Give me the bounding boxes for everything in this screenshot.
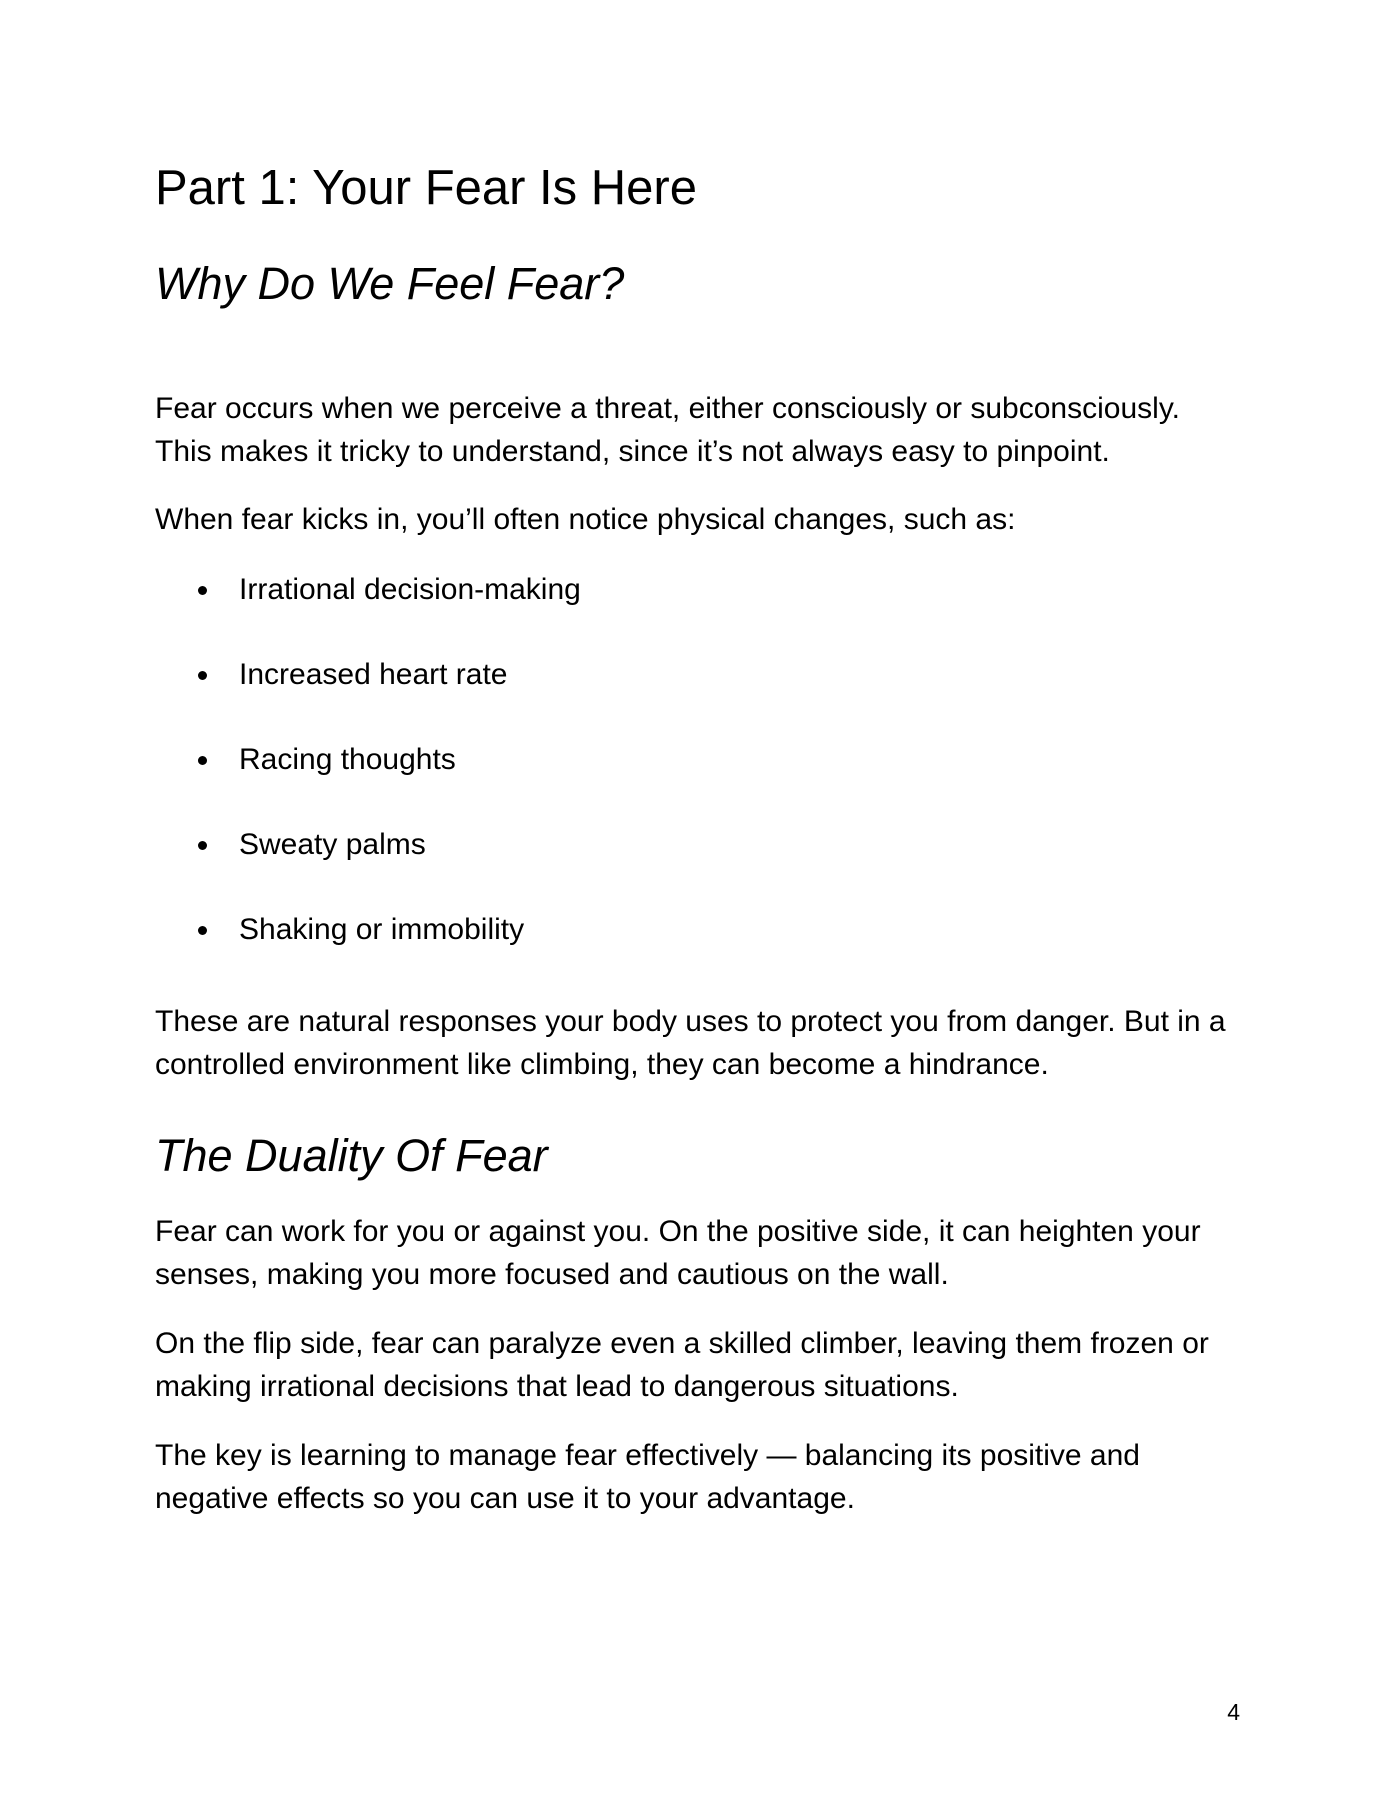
bullet-icon	[198, 926, 207, 935]
part-heading: Part 1: Your Fear Is Here	[155, 161, 697, 215]
bullet-icon	[198, 671, 207, 680]
symptom-list	[155, 568, 1235, 951]
paragraph-physical-changes: When fear kicks in, you’ll often notice physical changes, such as:	[155, 503, 1016, 536]
paragraph-natural-responses: These are natural responses your body uses to protect you from danger. But in a controlled environment like climbing, they can become a hindrance.	[155, 1005, 1226, 1081]
paragraph-flip-side: On the flip side, fear can paralyze even a skilled climber, leaving them frozen or making irrational decisions that lead to dangerous situations.	[155, 1327, 1209, 1403]
bullet-icon	[198, 841, 207, 850]
section-title-why-fear: Why Do We Feel Fear?	[155, 258, 625, 309]
list-item-text: Sweaty palms	[239, 828, 426, 861]
list-item-text: Increased heart rate	[239, 658, 508, 691]
list-item	[155, 653, 1235, 696]
list-item	[155, 738, 1235, 781]
bullet-icon	[198, 756, 207, 765]
bullet-icon	[198, 586, 207, 595]
list-item-text: Irrational decision-making	[239, 573, 581, 606]
paragraph-work-for-you: Fear can work for you or against you. On the positive side, it can heighten your senses, making you more focused and cautious on the wall.	[155, 1215, 1201, 1291]
paragraph-key-manage: The key is learning to manage fear effectively — balancing its positive and negative effects so you can use it to your advantage.	[155, 1439, 1140, 1515]
list-item	[155, 908, 1235, 951]
list-item-text: Racing thoughts	[239, 743, 456, 776]
paragraph-fear-occurs: Fear occurs when we perceive a threat, either consciously or subconsciously. This makes it tricky to understand, since it’s not always easy to pinpoint.	[155, 392, 1180, 468]
list-item-text: Shaking or immobility	[239, 913, 525, 946]
page-content	[155, 150, 1235, 1520]
list-item	[155, 568, 1235, 611]
section-title-duality: The Duality Of Fear	[155, 1130, 548, 1181]
list-item	[155, 823, 1235, 866]
page-number: 4	[1227, 1699, 1240, 1725]
